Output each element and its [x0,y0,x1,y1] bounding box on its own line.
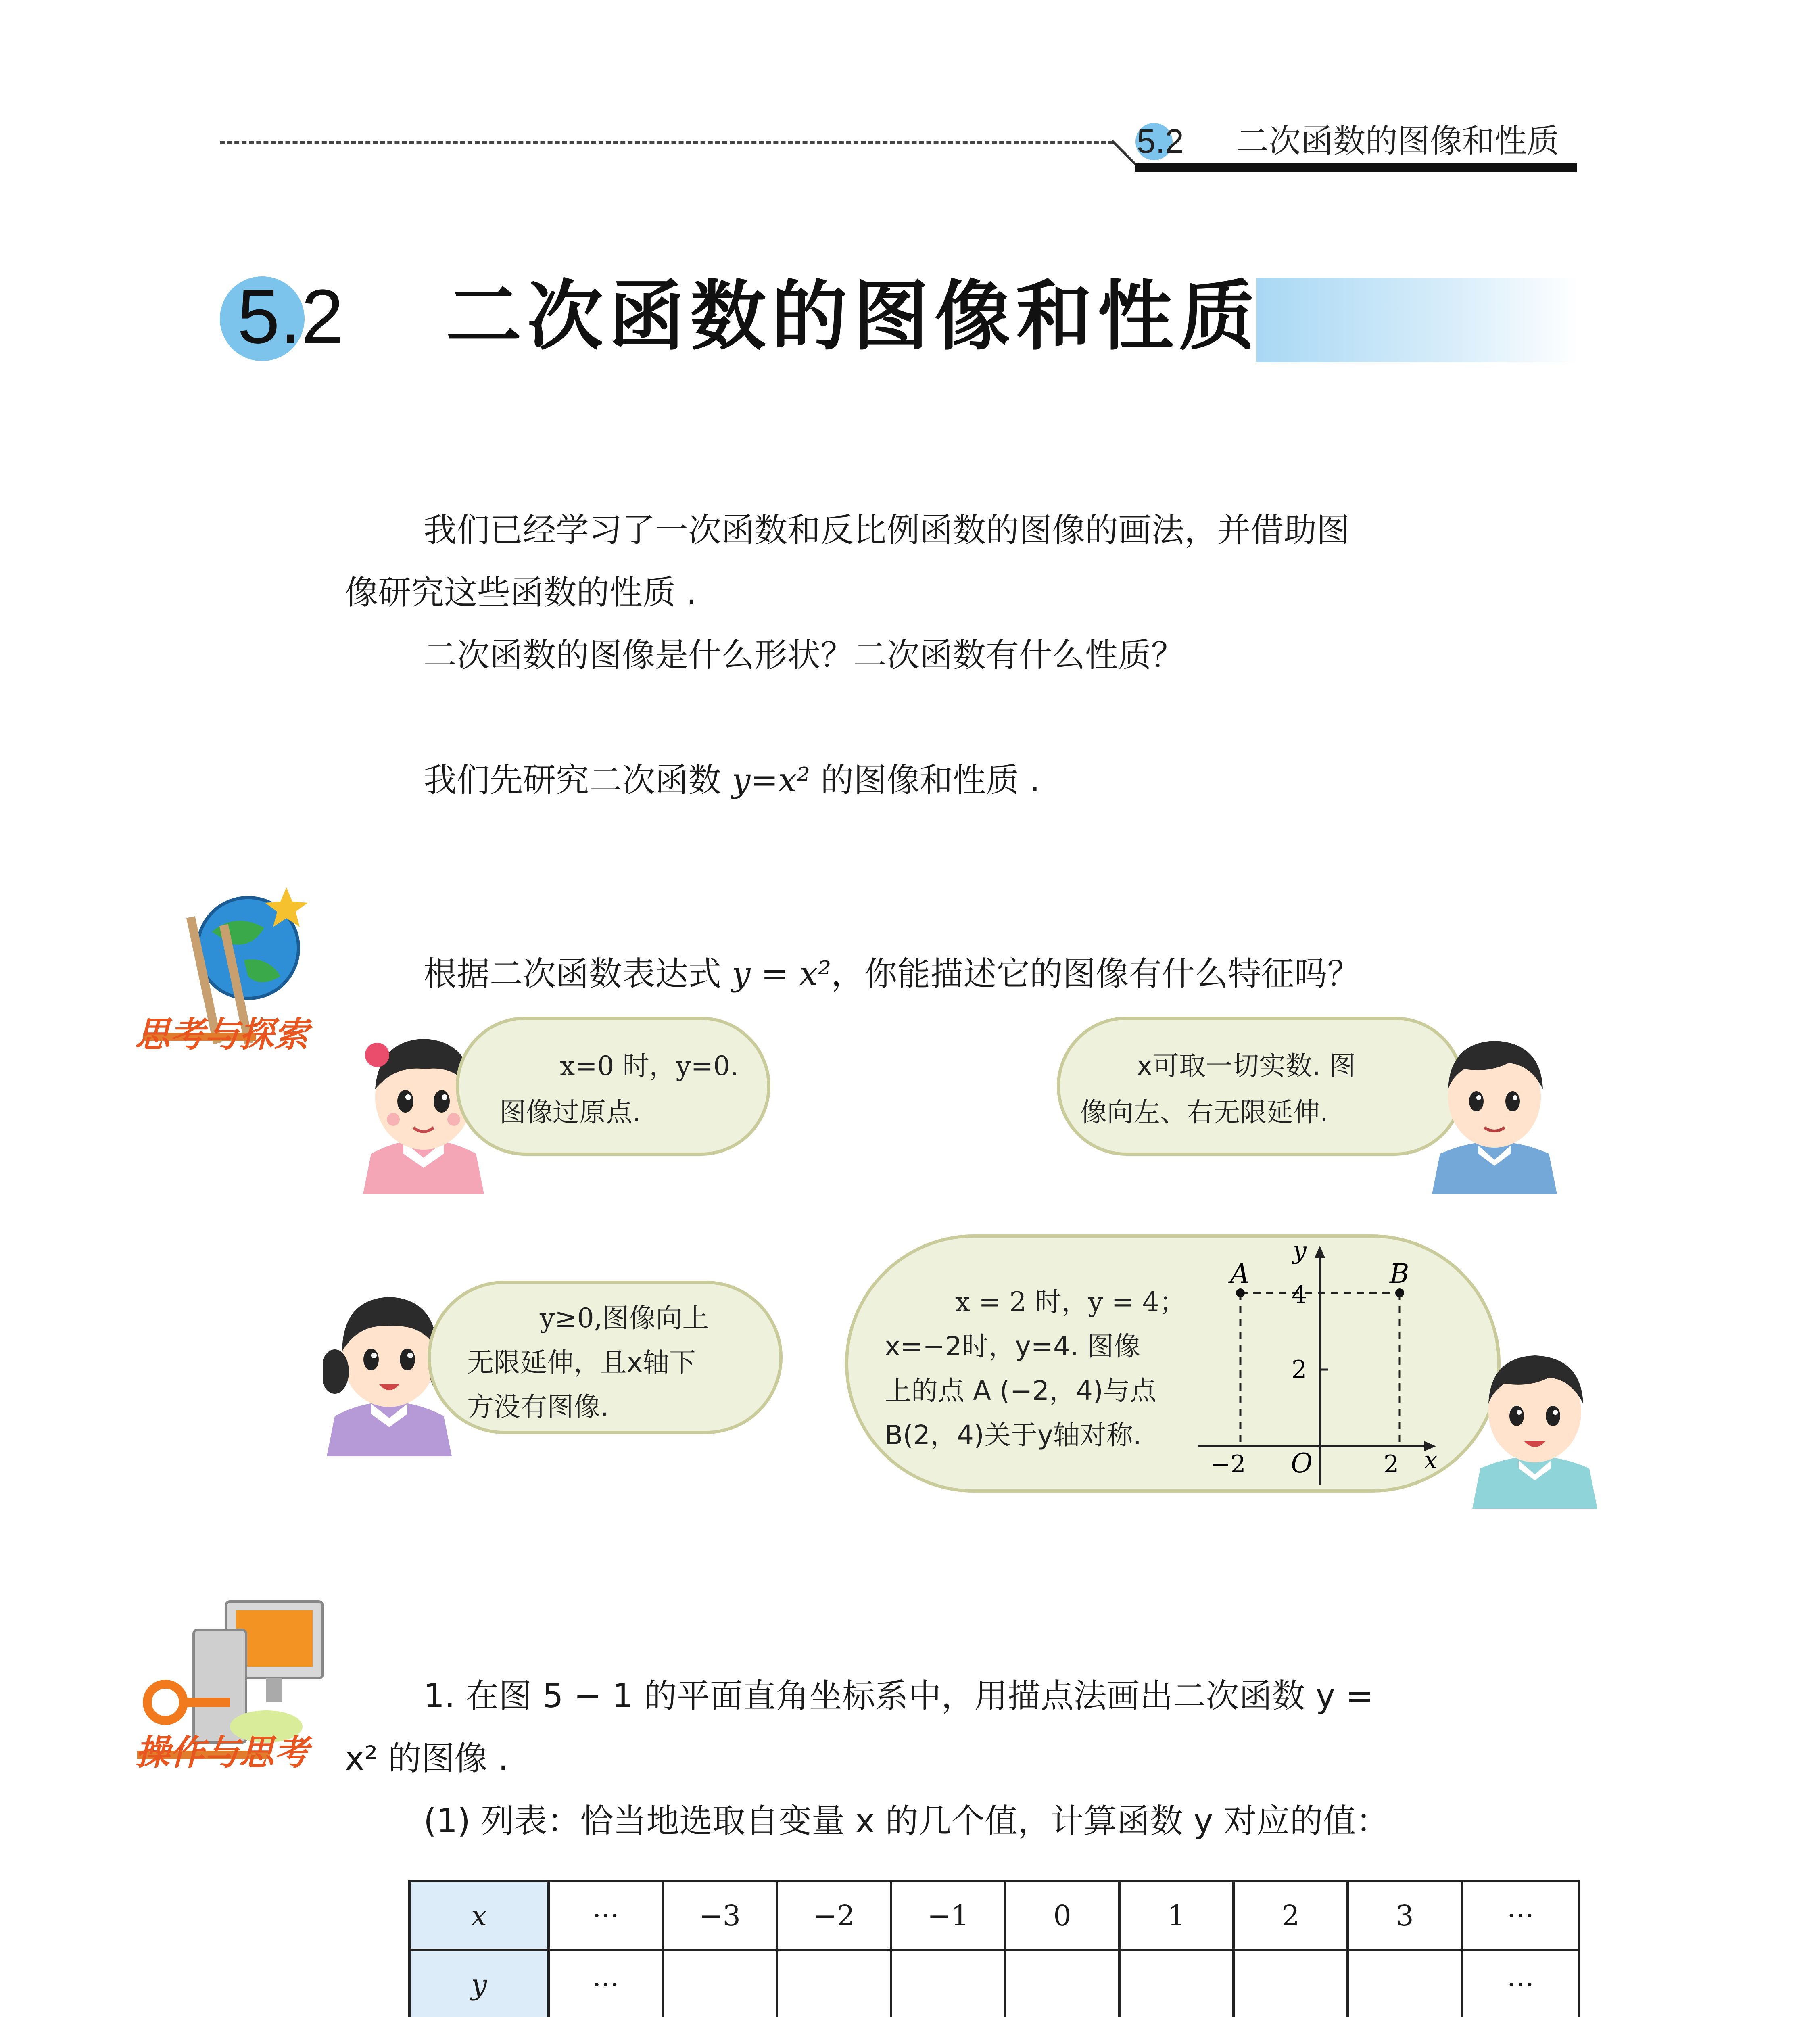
intro-p1-line2: 像研究这些函数的性质 . [345,574,697,612]
bubble3-line1: y≥0,图像向上 [540,1303,709,1334]
bubble3-line3: 方没有图像. [467,1391,609,1422]
boy-avatar [1428,1025,1561,1194]
intro-p3-before: 我们先研究二次函数 [424,761,732,800]
table-cell-blank [1348,1950,1462,2017]
think-question [424,944,1360,1004]
table-cell: 1 [1119,1881,1234,1950]
think-question-after: ，你能描述它的图像有什么特征吗？ [831,955,1361,993]
table-cell-blank [1234,1950,1348,2017]
table-cell: −3 [663,1881,777,1950]
header-number-sub: .2 [1155,122,1184,160]
table-row-x [409,1881,1579,1950]
operate-item1-line1: 1. 在图 5 − 1 的平面直角坐标系中，用描点法画出二次函数 y = [424,1677,1373,1715]
intro-p1-line1: 我们已经学习了一次函数和反比例函数的图像的画法，并借助图 [424,511,1350,549]
graph-tick-y4: 4 [1292,1281,1307,1309]
symmetry-graph [1186,1234,1452,1493]
intro-p3 [424,750,1040,811]
graph-tick-y2: 2 [1292,1355,1307,1384]
table-cell-blank [1119,1950,1234,2017]
bubble2-line2: 像向左、右无限延伸. [1080,1097,1328,1128]
page-title: 二次函数的图像和性质 [446,272,1261,361]
table-cell-blank [1005,1950,1119,2017]
graph-point-a-label: A [1230,1258,1250,1289]
title-number-sub: .2 [280,274,344,359]
table-cell: ··· [549,1881,663,1950]
title-number-main: 5 [237,274,280,359]
bubble1-line2: 图像过原点. [499,1097,641,1128]
header-title: 二次函数的图像和性质 [1236,122,1559,160]
bubble4-line3: 上的点 A (−2，4)与点 [885,1375,1156,1406]
table-cell-blank [663,1950,777,2017]
header-dashed-line [220,141,1113,144]
bubble4-line1: x = 2 时，y = 4； [955,1286,1186,1318]
operate-think-badge: 操作与思考 [135,1733,309,1773]
table-cell: 0 [1005,1881,1119,1950]
table-cell-blank [777,1950,891,2017]
think-question-formula: y = x² [732,955,831,993]
graph-point-b-label: B [1390,1258,1409,1289]
graph-x-axis-label: x [1424,1446,1438,1474]
graph-tick-x2: 2 [1384,1450,1399,1478]
header-underline [1135,163,1577,172]
intro-p3-after: 的图像和性质 . [810,761,1040,800]
table-cell: 3 [1348,1881,1462,1950]
intro-p3-formula: y=x² [732,761,810,800]
think-question-before: 根据二次函数表达式 [424,955,732,993]
boy-avatar-2 [1468,1339,1601,1509]
table-cell: ··· [1462,1950,1579,2017]
bubble2-line1: x可取一切实数. 图 [1137,1050,1356,1082]
table-cell-blank [891,1950,1005,2017]
bubble4-line4: B(2，4)关于y轴对称. [885,1420,1142,1451]
graph-tick-xn2: −2 [1210,1450,1246,1478]
intro-p2: 二次函数的图像是什么形状？二次函数有什么性质？ [424,636,1185,674]
table-cell: 2 [1234,1881,1348,1950]
graph-y-axis-label: y [1293,1236,1307,1265]
title-number [237,274,344,359]
speech-bubble-domain [1057,1017,1464,1156]
header-number-main: 5 [1137,122,1156,160]
table-header-y: y [409,1950,549,2017]
think-explore-badge: 思考与探索 [135,1015,309,1055]
value-table [408,1880,1580,2017]
bubble4-line2: x=−2时，y=4. 图像 [885,1331,1140,1362]
table-cell: ··· [549,1950,663,2017]
operate-step1: (1) 列表：恰当地选取自变量 x 的几个值，计算函数 y 对应的值： [424,1802,1389,1840]
table-row-y [409,1950,1579,2017]
graph-origin-label: O [1291,1448,1313,1479]
table-cell: ··· [1462,1881,1579,1950]
title-gradient-bar [1256,278,1579,362]
table-cell: −2 [777,1881,891,1950]
table-cell: −1 [891,1881,1005,1950]
table-header-x: x [409,1881,549,1950]
speech-bubble-origin [456,1017,770,1156]
operate-item1-line2: x² 的图像 . [345,1739,509,1778]
header-number [1137,121,1184,161]
bubble3-line2: 无限延伸，且x轴下 [467,1347,696,1378]
bubble1-line1: x=0 时，y=0. [560,1050,739,1082]
speech-bubble-range [428,1281,783,1434]
